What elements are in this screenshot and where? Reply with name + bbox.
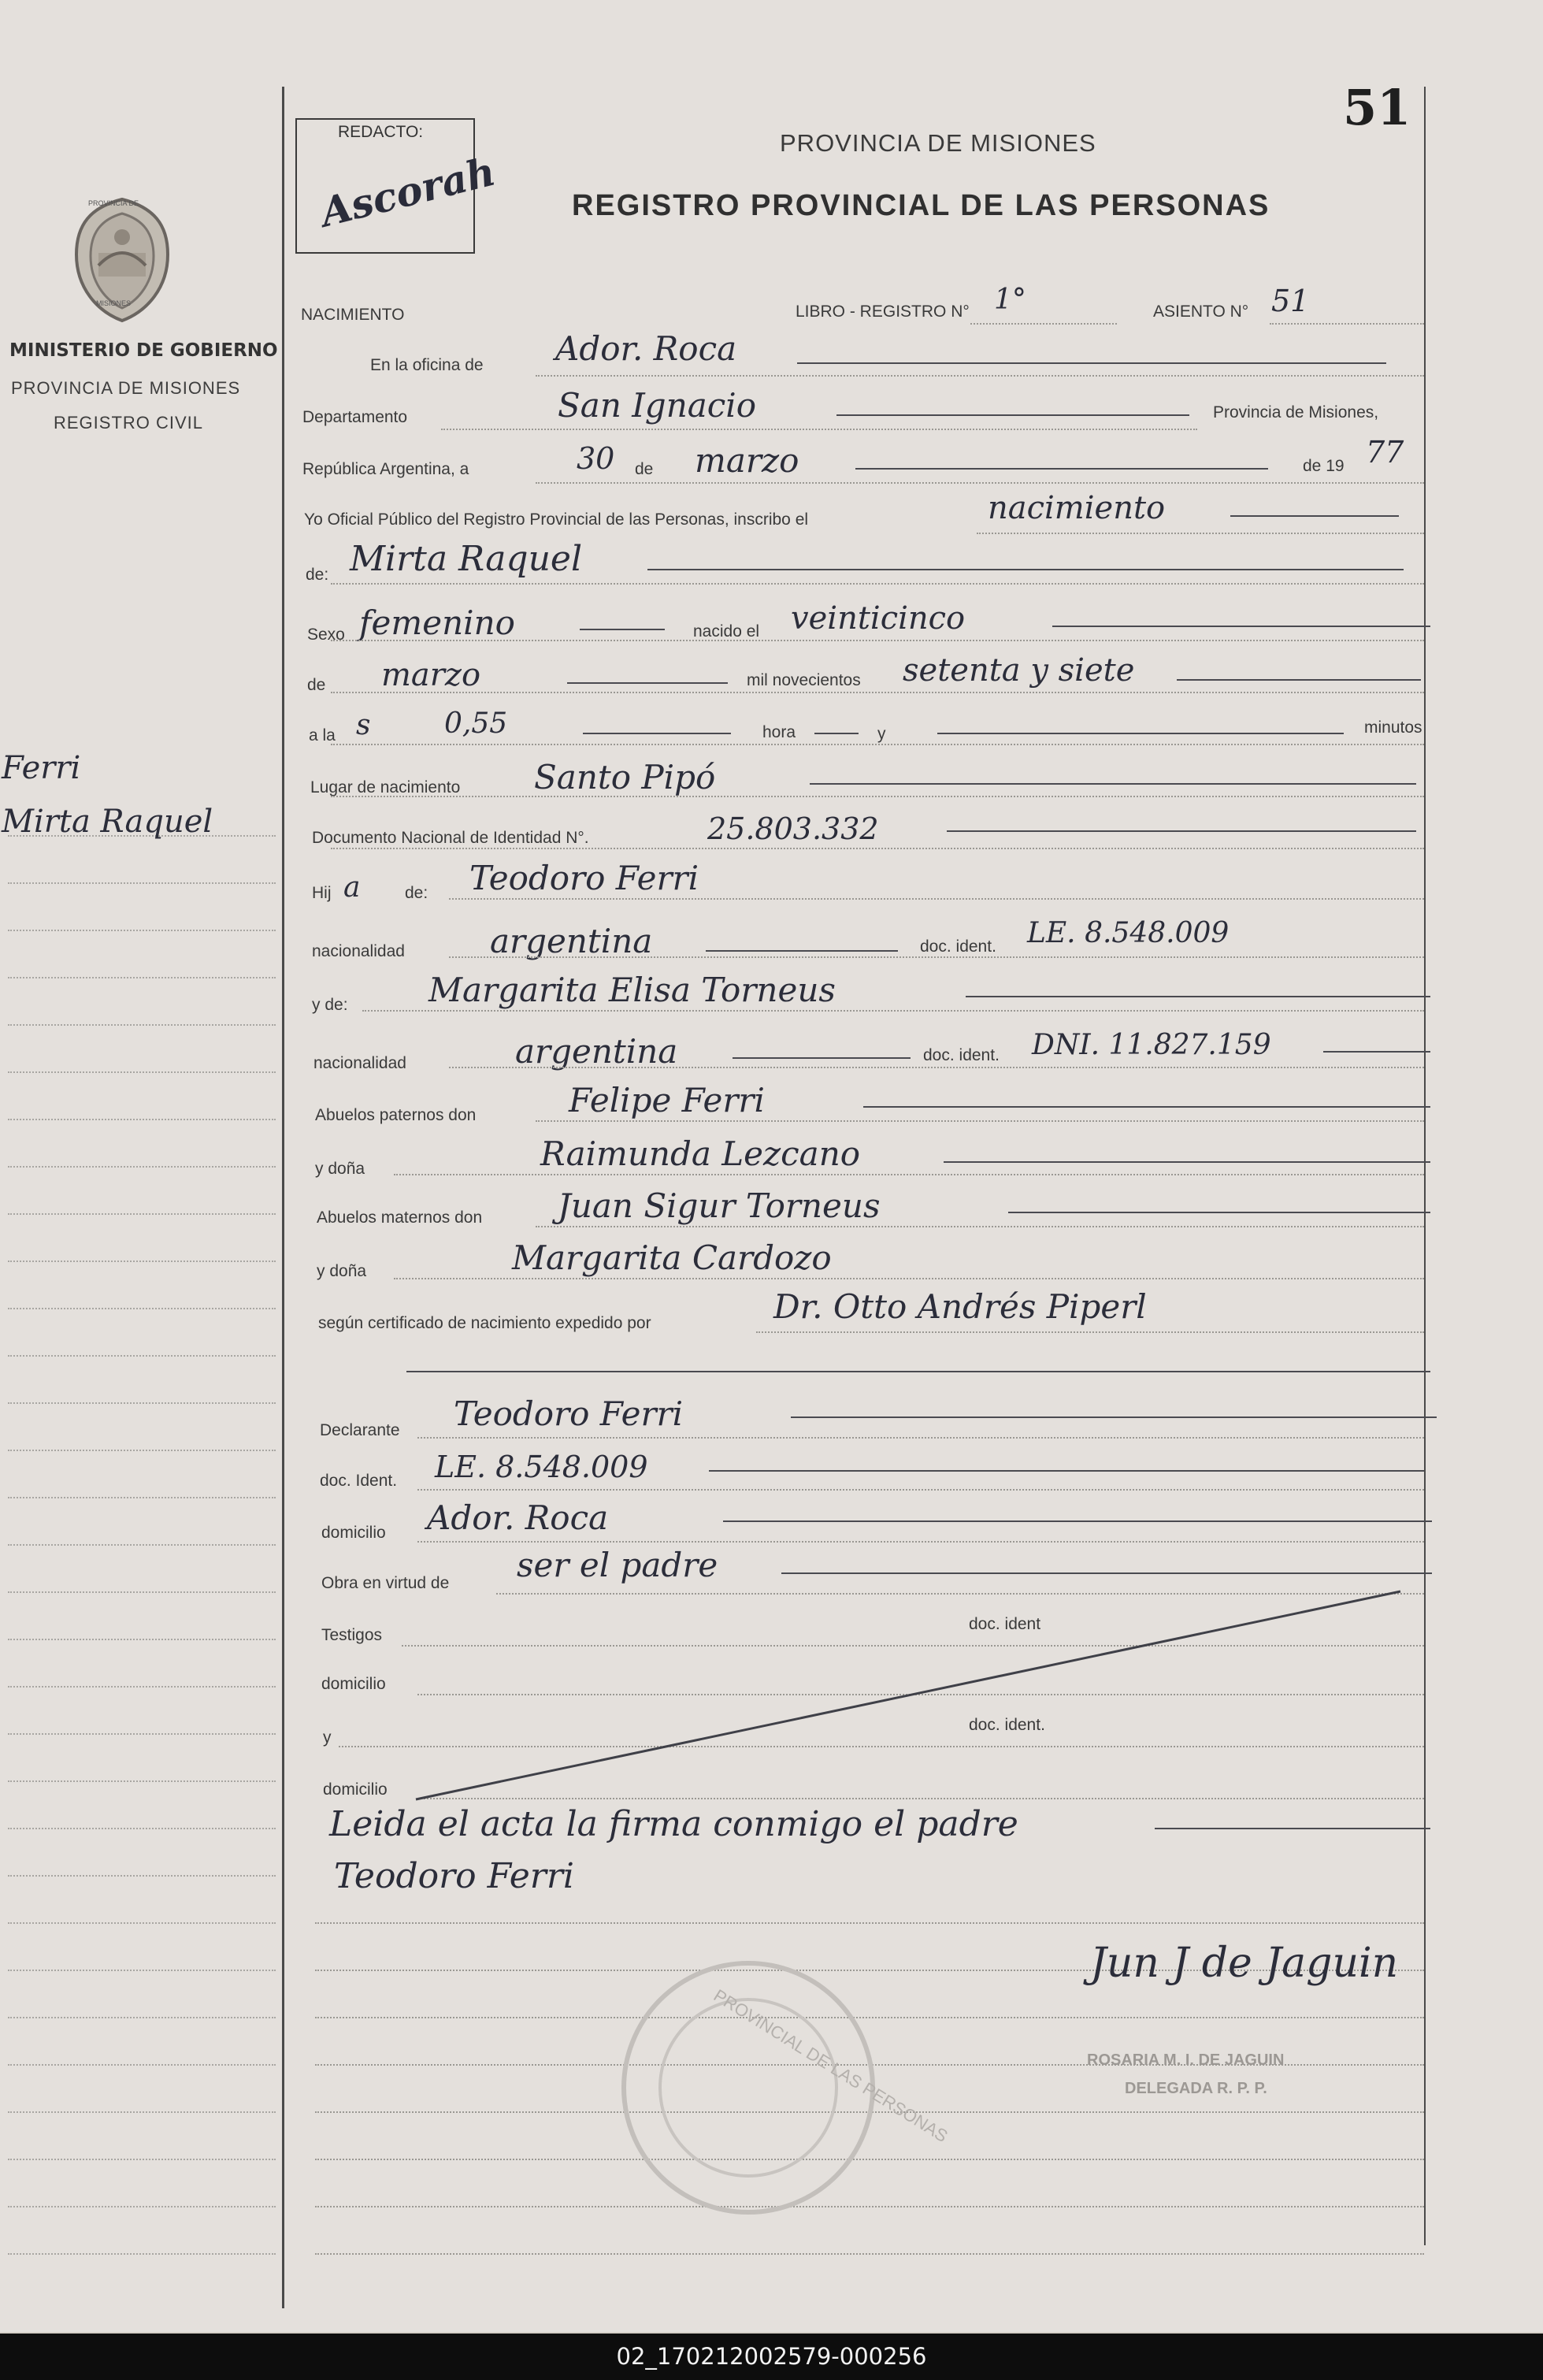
madre-docident-label: doc. ident. — [923, 1046, 1000, 1064]
anio-value: 77 — [1366, 435, 1404, 470]
hija-de-label: de: — [405, 884, 428, 902]
hija-suffix: a — [343, 871, 361, 904]
header-title: REGISTRO PROVINCIAL DE LAS PERSONAS — [572, 189, 1270, 222]
de3-label: de — [307, 676, 326, 694]
nacimiento-label: NACIMIENTO — [301, 306, 405, 324]
departamento-value: San Ignacio — [558, 386, 757, 425]
padre-nac-value: argentina — [490, 922, 653, 960]
redacto-label: REDACTO: — [338, 123, 424, 141]
oficial-value: nacimiento — [988, 490, 1166, 526]
nombre-value: Mirta Raquel — [350, 539, 583, 579]
republica-label: República Argentina, a — [302, 460, 469, 478]
page-number: 51 — [1343, 79, 1411, 136]
cert-label: según certificado de nacimiento expedido por — [318, 1314, 651, 1332]
padre-value: Teodoro Ferri — [469, 859, 699, 897]
sello-oficial: ROSARIA M. I. DE JAGUIN — [1087, 2051, 1285, 2069]
ab-pat-dona-value: Raimunda Lezcano — [540, 1134, 861, 1173]
oficina-label: En la oficina de — [370, 356, 484, 374]
domicilio2-label: domicilio — [321, 1675, 386, 1693]
firma-oficial: Jun J de Jaguin — [1090, 1940, 1399, 1987]
obra-value: ser el padre — [517, 1546, 718, 1584]
cert-value: Dr. Otto Andrés Piperl — [773, 1287, 1147, 1326]
domicilio-label: domicilio — [321, 1524, 386, 1542]
dni-label: Documento Nacional de Identidad N°. — [312, 829, 589, 847]
lugar-label: Lugar de nacimiento — [310, 778, 461, 796]
testigos-label: Testigos — [321, 1626, 383, 1644]
hija-label-text: Hij — [312, 884, 332, 902]
minutos-label: minutos — [1364, 718, 1422, 737]
departamento-label: Departamento — [302, 408, 408, 426]
ab-pat-value: Felipe Ferri — [569, 1081, 765, 1119]
domicilio-value: Ador. Roca — [427, 1498, 609, 1537]
dia-value: 30 — [577, 441, 615, 476]
padre-nac-label: nacionalidad — [312, 942, 405, 960]
seal-top-text: PROVINCIA DE — [88, 199, 139, 207]
stamp-text: PROVINCIAL DE LAS PERSONAS — [710, 1985, 951, 2147]
ala-label: a la — [309, 726, 336, 744]
oficina-value: Ador. Roca — [555, 329, 737, 368]
madre-nac-value: argentina — [515, 1032, 678, 1071]
redacto-signature: Ascorah — [316, 147, 500, 236]
ydona-label: y doña — [315, 1160, 365, 1178]
provincia-label: Provincia de Misiones, — [1213, 403, 1379, 421]
libro-label: LIBRO - REGISTRO N° — [796, 303, 970, 321]
lugar-value: Santo Pipó — [534, 758, 716, 796]
docident2-label: doc. Ident. — [320, 1472, 398, 1490]
y-label: y — [877, 725, 886, 743]
declarante-value: Teodoro Ferri — [454, 1394, 684, 1433]
declarante-label: Declarante — [320, 1421, 400, 1439]
domicilio3-label: domicilio — [323, 1780, 388, 1799]
header-province: PROVINCIA DE MISIONES — [780, 129, 1096, 157]
nacido-value: veinticinco — [791, 600, 966, 637]
sexo-value: femenino — [359, 603, 515, 642]
seal-bottom-text: MISIONES — [96, 299, 132, 307]
mil-value: setenta y siete — [903, 652, 1135, 689]
mes2-value: marzo — [381, 657, 481, 693]
mes-value: marzo — [695, 441, 799, 480]
margin-surname: Ferri — [2, 750, 81, 786]
asiento-value: 51 — [1271, 284, 1310, 318]
firma-padre: Teodoro Ferri — [334, 1856, 574, 1896]
declarante-doc-value: LE. 8.548.009 — [435, 1450, 648, 1484]
leida-value: Leida el acta la firma conmigo el padre — [329, 1804, 1018, 1844]
padre-doc-value: LE. 8.548.009 — [1027, 917, 1230, 949]
de-label: de — [635, 460, 654, 478]
madre-nac-label: nacionalidad — [313, 1054, 406, 1072]
yde-label: y de: — [312, 996, 348, 1014]
ministry-line3: REGISTRO CIVIL — [54, 413, 204, 433]
ala-value: s — [356, 709, 371, 741]
de2-label: de: — [306, 566, 329, 584]
obra-label: Obra en virtud de — [321, 1574, 450, 1592]
sello-cargo: DELEGADA R. P. P. — [1125, 2080, 1267, 2097]
nacido-label: nacido el — [693, 622, 760, 640]
ministry-line2: PROVINCIA DE MISIONES — [11, 378, 241, 398]
official-stamp-icon — [614, 1954, 882, 2222]
sexo-label: Sexo — [307, 626, 345, 644]
docident4-label: doc. ident. — [969, 1716, 1045, 1734]
madre-doc-value: DNI. 11.827.159 — [1032, 1029, 1271, 1061]
mil-label: mil novecientos — [747, 671, 861, 689]
image-id-caption: 02_170212002579-000256 — [0, 2334, 1543, 2380]
docident3-label: doc. ident — [969, 1615, 1041, 1633]
hora-value: 0,55 — [444, 707, 508, 740]
ab-mat-value: Juan Sigur Torneus — [558, 1186, 881, 1225]
madre-value: Margarita Elisa Torneus — [428, 971, 836, 1009]
oficial-label: Yo Oficial Público del Registro Provincial de las Personas, inscribo el — [304, 511, 809, 529]
dni-value: 25.803.332 — [707, 811, 879, 846]
ydona2-label: y doña — [317, 1262, 367, 1280]
margin-names: Mirta Raquel — [2, 804, 213, 840]
y2-label: y — [323, 1728, 332, 1747]
anio-label: de 19 — [1303, 457, 1345, 475]
asiento-label: ASIENTO N° — [1153, 303, 1249, 321]
ab-pat-label: Abuelos paternos don — [315, 1106, 477, 1124]
ab-mat-label: Abuelos maternos don — [317, 1209, 483, 1227]
hora-label: hora — [762, 723, 796, 741]
padre-docident-label: doc. ident. — [920, 938, 996, 956]
ab-mat-dona-value: Margarita Cardozo — [512, 1238, 832, 1277]
libro-value: 1° — [994, 284, 1026, 316]
ministry-line1: MINISTERIO DE GOBIERNO — [9, 340, 278, 361]
